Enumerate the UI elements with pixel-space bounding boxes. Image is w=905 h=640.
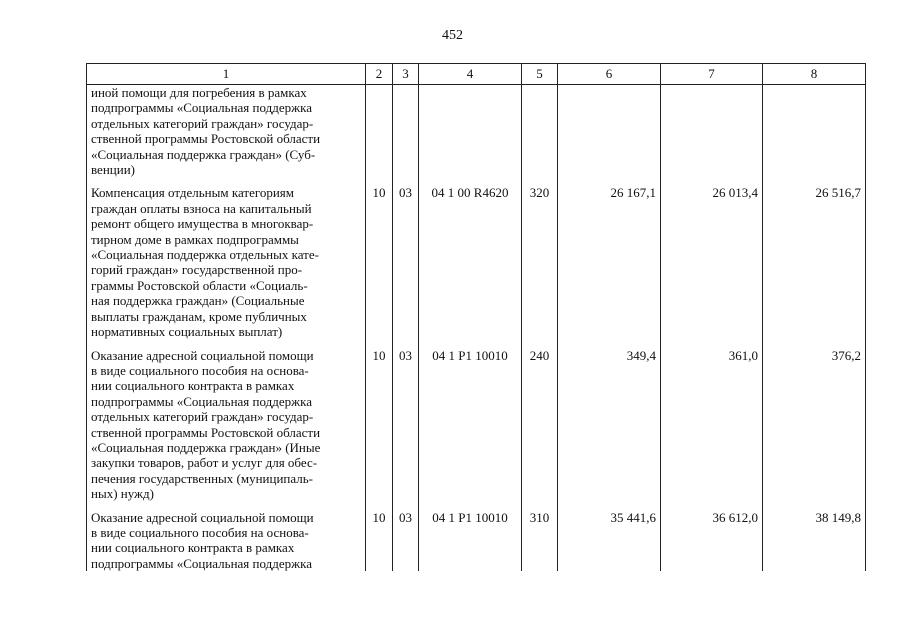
header-col-8: 8 [763, 64, 866, 85]
table-row [87, 185, 866, 339]
row-amount-col-6: 35 441,6 [558, 510, 661, 572]
row-amount-col-7 [661, 85, 763, 178]
row-amount-col-8: 376,2 [763, 348, 866, 502]
row-expense-type [522, 85, 558, 178]
row-section: 10 [366, 348, 393, 502]
header-col-4: 4 [419, 64, 522, 85]
header-col-3: 3 [393, 64, 419, 85]
table-body [87, 85, 866, 572]
row-subsection: 03 [393, 510, 419, 572]
table-row [87, 510, 866, 572]
row-subsection: 03 [393, 348, 419, 502]
row-amount-col-6: 26 167,1 [558, 185, 661, 339]
header-col-6: 6 [558, 64, 661, 85]
row-spacer [87, 502, 866, 510]
row-expense-type: 240 [522, 348, 558, 502]
row-expense-type: 310 [522, 510, 558, 572]
header-col-7: 7 [661, 64, 763, 85]
table-row [87, 85, 866, 178]
header-col-5: 5 [522, 64, 558, 85]
row-target-article: 04 1 00 R4620 [419, 185, 522, 339]
row-spacer [87, 340, 866, 348]
row-section: 10 [366, 185, 393, 339]
row-amount-col-7: 26 013,4 [661, 185, 763, 339]
row-amount-col-8: 38 149,8 [763, 510, 866, 572]
row-expense-type: 320 [522, 185, 558, 339]
row-target-article: 04 1 P1 10010 [419, 510, 522, 572]
header-col-1: 1 [87, 64, 366, 85]
row-amount-col-7: 36 612,0 [661, 510, 763, 572]
row-amount-col-6: 349,4 [558, 348, 661, 502]
row-subsection: 03 [393, 185, 419, 339]
row-description: Оказание адресной социальной помощи в виде социального пособия на основа- нии социального контракта в рамках подпрограммы «Социальная поддержка [87, 510, 366, 572]
table-header [87, 64, 866, 85]
row-amount-col-6 [558, 85, 661, 178]
row-target-article: 04 1 P1 10010 [419, 348, 522, 502]
row-section: 10 [366, 510, 393, 572]
row-target-article [419, 85, 522, 178]
table-row [87, 348, 866, 502]
row-description: Компенсация отдельным категориям граждан оплаты взноса на капитальный ремонт общего имущества в многоквар- тирном доме в рамках подпрограммы «Социальная поддержка отдельных кате- горий граждан» государственной про- граммы Ростовской области «Социаль- ная поддержка граждан» (Социальные выплаты гражданам, кроме публичных нормативных социальных выплат) [87, 185, 366, 339]
page-number: 452 [442, 28, 463, 43]
row-amount-col-8: 26 516,7 [763, 185, 866, 339]
header-col-2: 2 [366, 64, 393, 85]
row-subsection [393, 85, 419, 178]
header-row [87, 64, 866, 85]
row-amount-col-8 [763, 85, 866, 178]
row-description: Оказание адресной социальной помощи в виде социального пособия на основа- нии социального контракта в рамках подпрограммы «Социальная поддержка отдельных категорий граждан» государ- ственной программы Ростовской области «Социальная поддержка граждан» (Иные закупки товаров, работ и услуг для обес- печения государственных (муниципаль- ных) нужд) [87, 348, 366, 502]
row-description: иной помощи для погребения в рамках подпрограммы «Социальная поддержка отдельных категорий граждан» государ- ственной программы Ростовской области «Социальная поддержка граждан» (Суб- венции) [87, 85, 366, 178]
row-amount-col-7: 361,0 [661, 348, 763, 502]
row-spacer [87, 177, 866, 185]
row-section [366, 85, 393, 178]
budget-table [86, 63, 866, 571]
